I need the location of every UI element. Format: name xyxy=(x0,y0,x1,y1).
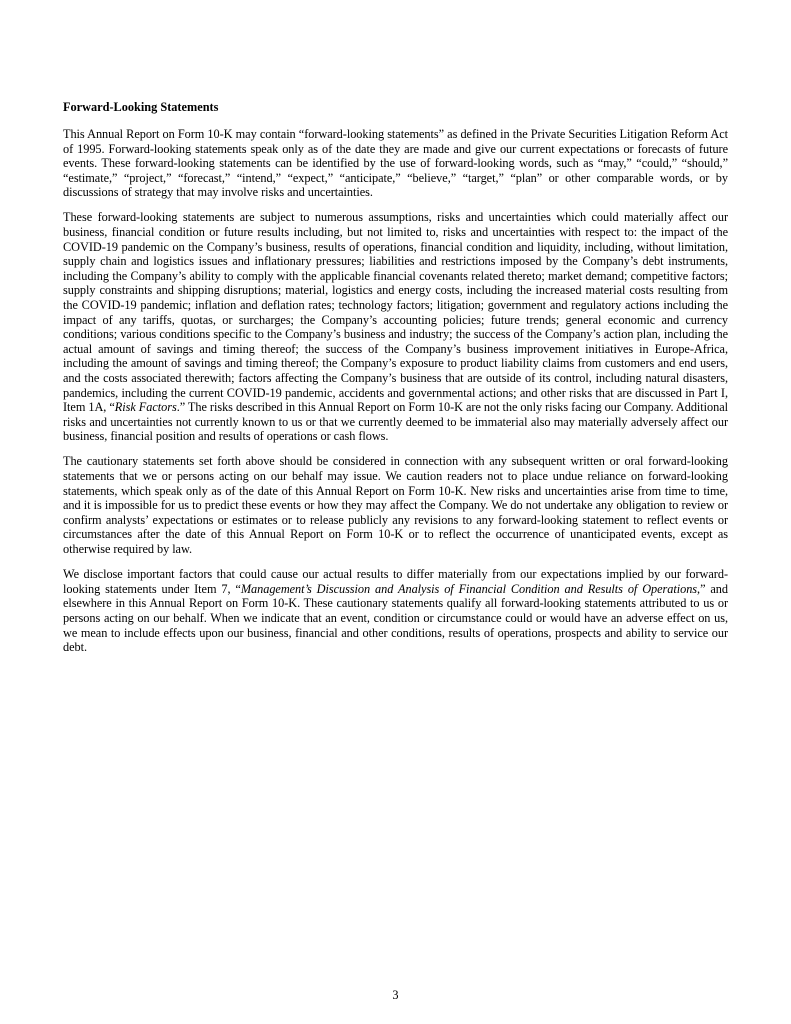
paragraph-risks xyxy=(63,210,728,444)
page-number: 3 xyxy=(392,988,399,1002)
forward-looking-section xyxy=(63,100,728,665)
paragraph-disclosure-text-2: ,” and elsewhere in this Annual Report on Form 10-K. These cautionary statements qualify all forward-looking statements attributed to us or persons acting on our behalf. When we indicate that an event, condition or circumstance could or would have an adverse effect on us, we mean to include effects upon our business, financial and other conditions, results of operations, prospects and ability to service our debt. xyxy=(63,581,728,655)
risk-factors-reference: Risk Factors xyxy=(114,400,177,415)
paragraph-risks-text-1: These forward-looking statements are subject to numerous assumptions, risks and uncertainties which could materially affect our business, financial condition or future results including, but not limited to, risks and uncertainties with respect to: the impact of the COVID-19 pandemic on the Company’s business, results of operations, financial condition and liquidity, including, without limitation, supply chain and logistics issues and inflationary pressures; liabilities and restrictions imposed by the Company’s debt instruments, including the Company’s ability to comply with the applicable financial covenants related thereto; market demand; competitive factors; supply constraints and shipping disruptions; material, logistics and energy costs, including the increased material costs resulting from the COVID-19 pandemic; inflation and deflation rates; technology factors; litigation; government and regulatory actions including the impact of any tariffs, quotas, or surcharges; the Company’s accounting policies; future trends; general economic and currency conditions; various conditions specific to the Company’s business and industry; the success of the Company’s action plan, including the actual amount of savings and timing thereof; the success of the Company’s business improvement initiatives in Europe-Africa, including the amount of savings and timing thereof; the Company’s exposure to product liability claims from customers and end users, and the costs associated therewith; factors affecting the Company’s business that are outside of its control, including natural disasters, pandemics, including the current COVID-19 pandemic, accidents and governmental actions; and other risks that are discussed in Part I, Item 1A, “ xyxy=(63,210,728,415)
paragraph-definition: This Annual Report on Form 10-K may contain “forward-looking statements” as defined in the Private Securities Litigation Reform Act of 1995. Forward-looking statements speak only as of the date they are made and give our current expectations or forecasts of future events. These forward-looking statements can be identified by the use of forward-looking words, such as “may,” “could,” “should,” “estimate,” “project,” “forecast,” “intend,” “expect,” “anticipate,” “believe,” “target,” “plan” or other comparable words, or by discussions of strategy that may involve risks and uncertainties. xyxy=(63,127,728,200)
mdna-reference: Management’s Discussion and Analysis of Financial Condition and Results of Operations xyxy=(240,581,698,596)
paragraph-cautionary: The cautionary statements set forth above should be considered in connection with any subsequent written or oral forward-looking statements that we or persons acting on our behalf may issue. We caution readers not to place undue reliance on forward-looking statements, which speak only as of the date of this Annual Report on Form 10-K. New risks and uncertainties arise from time to time, and it is impossible for us to predict these events or how they may affect the Company. We do not undertake any obligation to review or confirm analysts’ expectations or estimates or to release publicly any revisions to any forward-looking statement to reflect events or circumstances after the date of this Annual Report on Form 10-K or to reflect the occurrence of unanticipated events, except as otherwise required by law. xyxy=(63,454,728,557)
paragraph-disclosure xyxy=(63,567,728,655)
section-heading: Forward-Looking Statements xyxy=(63,100,219,114)
paragraph-risks-text-2: .” The risks described in this Annual Report on Form 10-K are not the only risks facing our Company. Additional risks and uncertainties not currently known to us or that we currently deemed to be immaterial also may materially adversely affect our business, financial position and results of operations or cash flows. xyxy=(63,400,728,444)
paragraph-disclosure-text-1: We disclose important factors that could cause our actual results to differ materially from our expectations implied by our forward-looking statements under Item 7, “ xyxy=(63,567,728,596)
